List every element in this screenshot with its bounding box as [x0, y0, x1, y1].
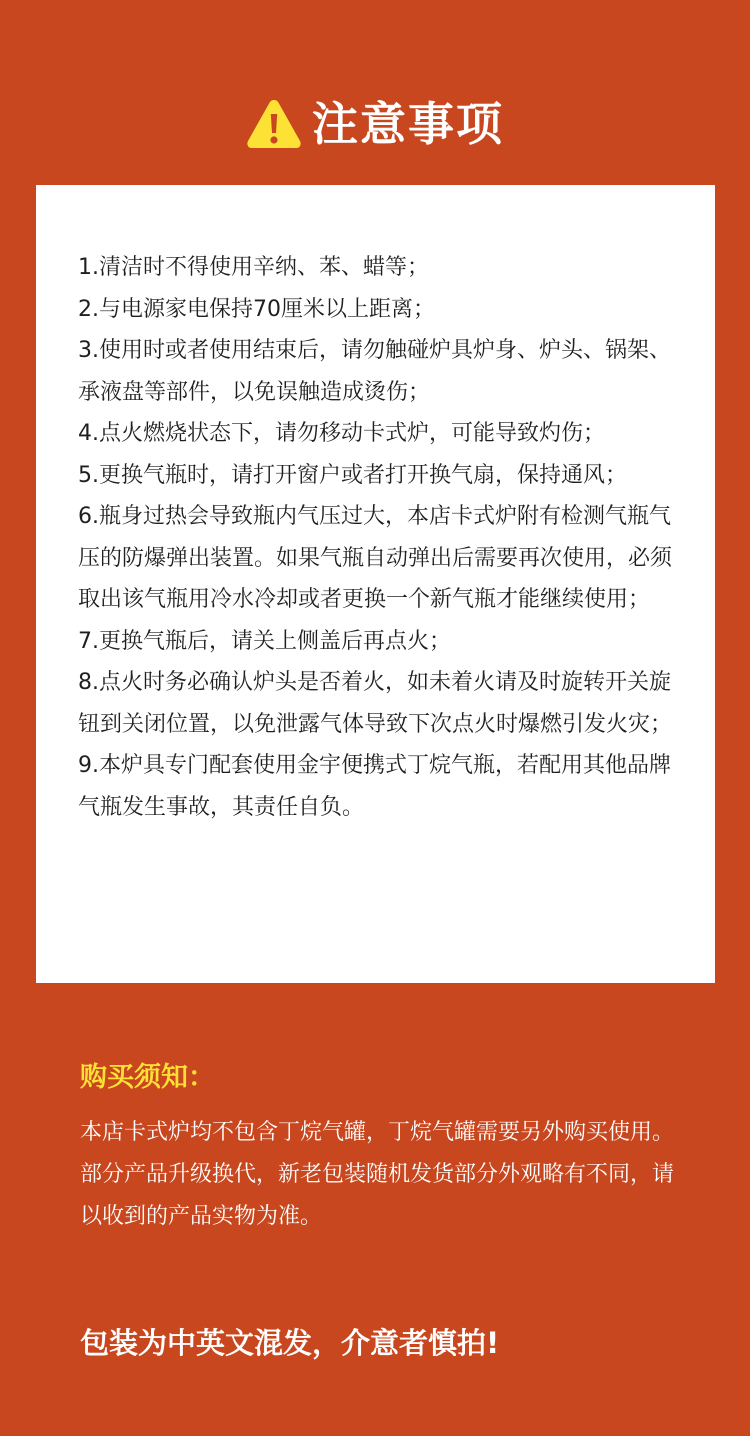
purchase-paragraph: 部分产品升级换代，新老包装随机发货部分外观略有不同，请以收到的产品实物为准。	[80, 1162, 675, 1229]
notice-item: 8.点火时务必确认炉头是否着火，如未着火请及时旋转开关旋钮到关闭位置，以免泄露气体导致下次点火时爆燃引发火灾；	[78, 670, 673, 737]
notice-item: 1.清洁时不得使用辛纳、苯、蜡等；	[78, 255, 429, 280]
page-title: 注意事项	[312, 97, 504, 151]
warning-triangle-icon	[246, 98, 302, 150]
notice-item: 7.更换气瓶后，请关上侧盖后再点火；	[78, 628, 451, 654]
notice-card	[36, 185, 715, 983]
purchase-notice-section	[80, 1056, 680, 1238]
packaging-notice: 包装为中英文混发，介意者慎拍!	[80, 1326, 500, 1360]
notice-item: 5.更换气瓶时，请打开窗户或者打开换气扇，保持通风；	[78, 462, 627, 488]
notice-item: 4.点火燃烧状态下，请勿移动卡式炉，可能导致灼伤；	[78, 421, 605, 446]
notice-item: 9.本炉具专门配套使用金宇便携式丁烷气瓶，若配用其他品牌气瓶发生事故，其责任自负。	[78, 753, 671, 820]
notice-item: 6.瓶身过热会导致瓶内气压过大，本店卡式炉附有检测气瓶气压的防爆弹出装置。如果气瓶自动弹出后需要再次使用，必须取出该气瓶用冷水冷却或者更换一个新气瓶才能继续使用；	[78, 504, 673, 612]
notice-item: 3.使用时或者使用结束后，请勿触碰炉具炉身、炉头、锅架、承液盘等部件，以免误触造成烫伤；	[78, 338, 671, 405]
purchase-heading: 购买须知：	[80, 1062, 215, 1093]
page-header	[0, 92, 750, 156]
notice-list	[78, 247, 678, 828]
purchase-paragraph: 本店卡式炉均不包含丁烷气罐，丁烷气罐需要另外购买使用。	[80, 1120, 675, 1145]
notice-item: 2.与电源家电保持70厘米以上距离；	[78, 296, 435, 322]
